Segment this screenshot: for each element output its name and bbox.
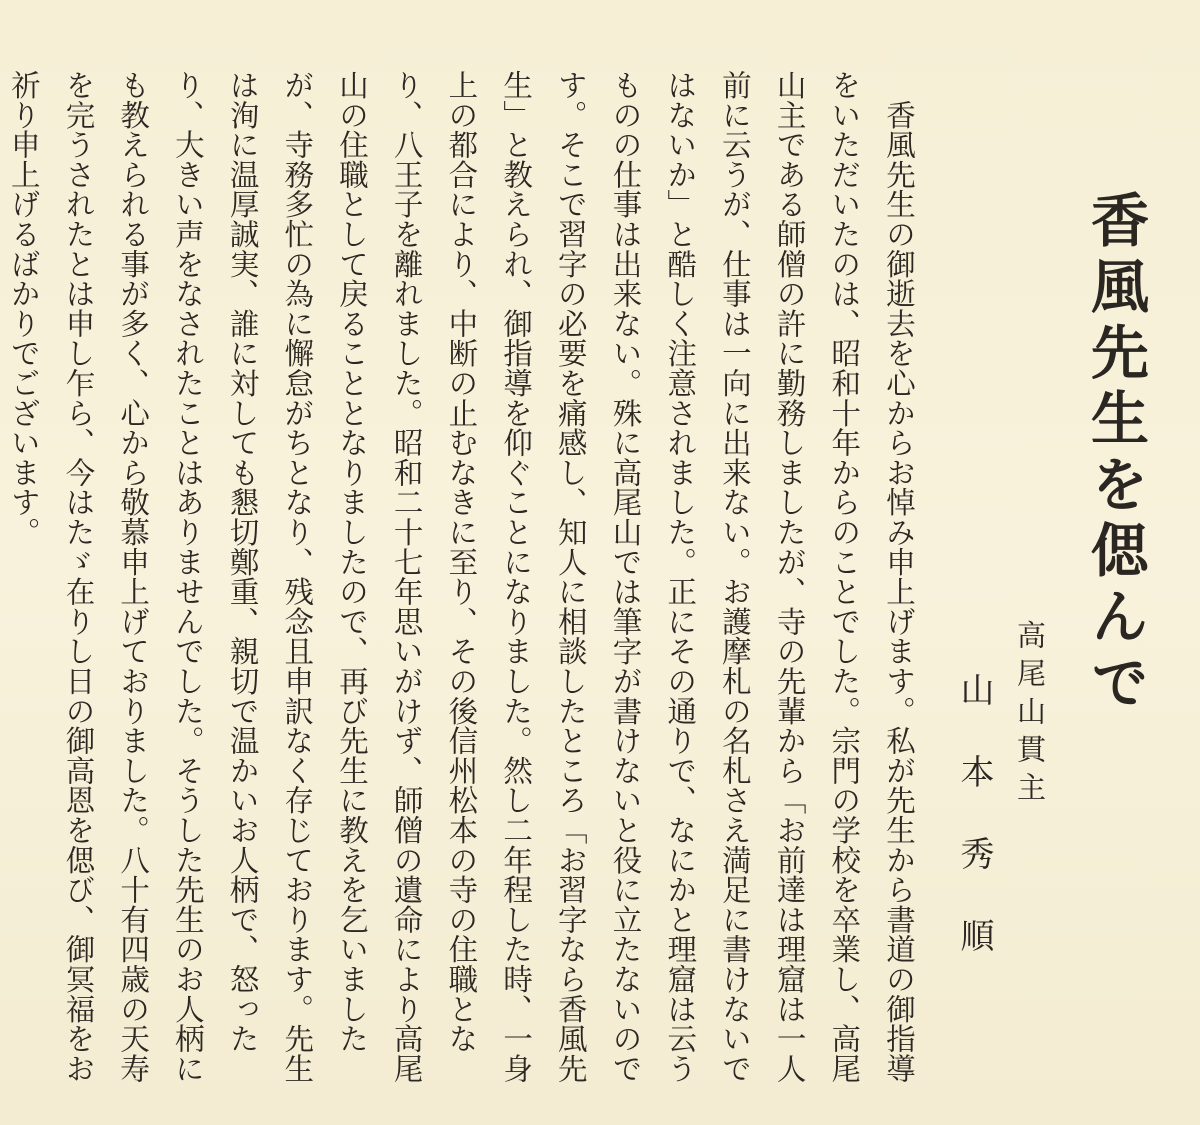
- body-paragraph: 香風先生の御逝去を心からお悼み申上げます。私が先生から書道の御指導をいただいたのは、昭和十年からのことでした。宗門の学校を卒業し、高尾山主である師僧の許に勤務しましたが、寺の先輩から「お前達は理窟は一人前に云うが、仕事は一向に出来ない。お護摩札の名札さえ満足に書けないではないか」と酷しく注意されました。正にその通りで、なにかと理窟は云うものの仕事は出来ない。殊に高尾山では筆字が書けないと役に立たないのです。そこで習字の必要を痛感し、知人に相談したところ「お習字なら香風先生」と教えられ、御指導を仰ぐことになりました。然し二年程した時、一身上の都合により、中断の止むなきに至り、その後信州松本の寺の住職となり、八王子を離れました。昭和二十七年思いがけず、師僧の遺命により高尾山の住職として戻ることとなりましたので、再び先生に教えを乞いましたが、寺務多忙の為に懈怠がちとなり、残念且申訳なく存じております。先生は洵に温厚誠実、誰に対しても懇切鄭重、親切で温かいお人柄で、怒ったり、大きい声をなされたことはありませんでした。そうした先生のお人柄にも教えられる事が多く、心から敬慕申上げておりました。八十有四歳の天寿を完うされたとは申し乍ら、今はたゞ在りし日の御高恩を偲び、御冥福をお祈り申上げるばかりでございます。: [6, 70, 916, 1084]
- article-body: [6, 70, 926, 1110]
- author-affiliation: 高尾山貫主: [1013, 620, 1047, 810]
- article-title: 香風先生を偲んで: [1081, 190, 1149, 718]
- author-name: 山本秀順: [954, 672, 994, 1000]
